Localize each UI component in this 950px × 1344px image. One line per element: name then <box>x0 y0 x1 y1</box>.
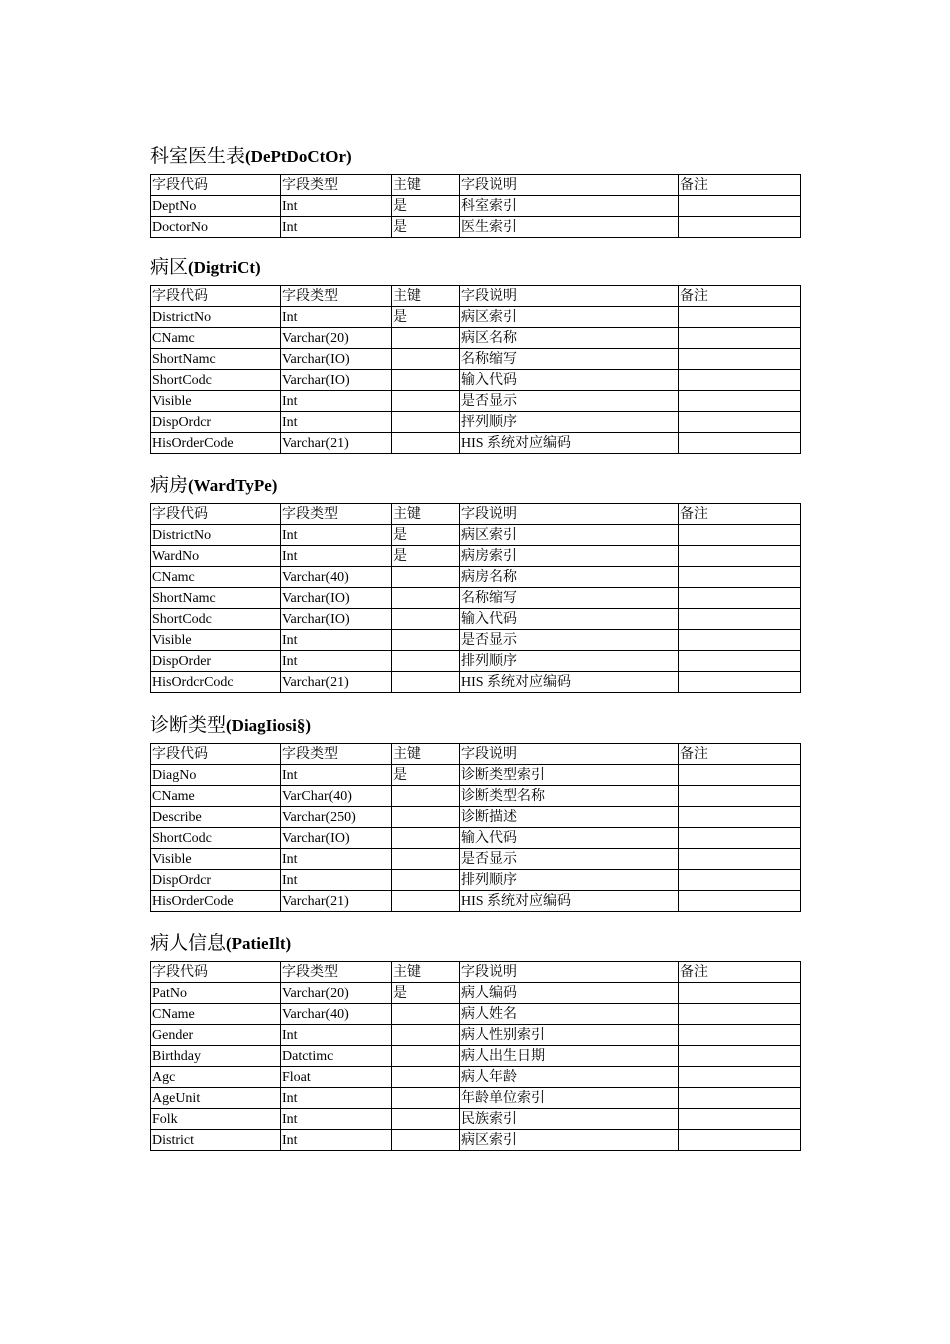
table-cell <box>392 1067 460 1088</box>
table-cell: Visible <box>151 391 281 412</box>
table-cell: District <box>151 1130 281 1151</box>
table-cell: Int <box>281 307 392 328</box>
table-title: 诊断类型(DiagIiosi§) <box>150 715 312 736</box>
table-cell: HIS 系统对应编码 <box>460 891 679 912</box>
table-cell: Int <box>281 1109 392 1130</box>
table-cell: 输入代码 <box>460 370 679 391</box>
table-cell <box>392 1046 460 1067</box>
column-header: 字段类型 <box>281 504 392 525</box>
table-cell: Int <box>281 217 392 238</box>
table-row <box>151 546 801 567</box>
column-header: 主键 <box>392 744 460 765</box>
table-cell: Int <box>281 1088 392 1109</box>
table-cell: Int <box>281 765 392 786</box>
table-cell: CNamc <box>151 328 281 349</box>
table-cell <box>392 1088 460 1109</box>
table-header-row <box>151 286 801 307</box>
table-row <box>151 1004 801 1025</box>
column-header: 字段说明 <box>460 286 679 307</box>
table-cell: 抨列顺序 <box>460 412 679 433</box>
table-cell <box>679 1109 801 1130</box>
table-cell <box>392 1130 460 1151</box>
table-cell: VarChar(40) <box>281 786 392 807</box>
column-header: 备注 <box>679 286 801 307</box>
table-row <box>151 609 801 630</box>
table-cell: Int <box>281 546 392 567</box>
table-cell: WardNo <box>151 546 281 567</box>
table-cell: 是 <box>392 307 460 328</box>
table-cell <box>392 370 460 391</box>
column-header: 字段代码 <box>151 504 281 525</box>
table-row <box>151 1025 801 1046</box>
table-cell: Varchar(40) <box>281 567 392 588</box>
table-cell: 诊断类型名称 <box>460 786 679 807</box>
table-cell: 民族索引 <box>460 1109 679 1130</box>
table-cell: ShortNamc <box>151 588 281 609</box>
table-cell: 病人编码 <box>460 983 679 1004</box>
table-cell: ShortNamc <box>151 349 281 370</box>
column-header: 字段类型 <box>281 744 392 765</box>
table-cell <box>392 1109 460 1130</box>
table-cell: HisOrdcrCodc <box>151 672 281 693</box>
table-header-row <box>151 962 801 983</box>
table-cell <box>392 891 460 912</box>
table-cell <box>392 672 460 693</box>
table-cell: 病人姓名 <box>460 1004 679 1025</box>
table-cell <box>679 328 801 349</box>
table-cell <box>392 828 460 849</box>
table-row <box>151 786 801 807</box>
table-cell <box>392 412 460 433</box>
table-cell: Varchar(IO) <box>281 370 392 391</box>
table-row <box>151 307 801 328</box>
table-cell: 是 <box>392 217 460 238</box>
table-cell: 排列顺序 <box>460 870 679 891</box>
table-cell: ShortCodc <box>151 370 281 391</box>
table-cell <box>392 651 460 672</box>
table-row <box>151 849 801 870</box>
table-row <box>151 567 801 588</box>
table-cell: Agc <box>151 1067 281 1088</box>
table-row <box>151 328 801 349</box>
table-cell <box>679 391 801 412</box>
table-cell <box>392 391 460 412</box>
table-row <box>151 807 801 828</box>
table-cell: Float <box>281 1067 392 1088</box>
table-cell: Folk <box>151 1109 281 1130</box>
table-row <box>151 412 801 433</box>
schema-table <box>150 961 801 1151</box>
table-row <box>151 1067 801 1088</box>
table-cell: 病房名称 <box>460 567 679 588</box>
column-header: 字段说明 <box>460 175 679 196</box>
table-cell: 是否显示 <box>460 849 679 870</box>
table-cell: Describe <box>151 807 281 828</box>
column-header: 备注 <box>679 175 801 196</box>
table-cell <box>679 786 801 807</box>
table-row <box>151 433 801 454</box>
table-row <box>151 983 801 1004</box>
table-cell <box>392 870 460 891</box>
table-cell <box>679 349 801 370</box>
table-title: 科室医生表(DePtDoCtOr) <box>150 146 352 167</box>
table-cell: Varchar(20) <box>281 983 392 1004</box>
table-cell <box>392 1004 460 1025</box>
table-cell <box>392 630 460 651</box>
table-row <box>151 391 801 412</box>
table-section-patient <box>150 929 800 1151</box>
table-cell: Gender <box>151 1025 281 1046</box>
table-section-ward <box>150 471 800 693</box>
table-cell <box>679 651 801 672</box>
schema-table <box>150 503 801 693</box>
table-cell <box>679 630 801 651</box>
schema-table <box>150 285 801 454</box>
table-cell: 医生索引 <box>460 217 679 238</box>
table-cell <box>392 1025 460 1046</box>
table-cell: 病区索引 <box>460 525 679 546</box>
table-cell <box>679 849 801 870</box>
table-cell: 是否显示 <box>460 630 679 651</box>
table-cell: Int <box>281 1025 392 1046</box>
table-cell: Varchar(IO) <box>281 609 392 630</box>
table-row <box>151 588 801 609</box>
table-cell <box>679 546 801 567</box>
table-cell <box>679 672 801 693</box>
table-row <box>151 891 801 912</box>
table-cell <box>392 567 460 588</box>
table-header-row <box>151 504 801 525</box>
table-section-diagnosis <box>150 711 800 912</box>
table-cell: DoctorNo <box>151 217 281 238</box>
table-cell <box>679 196 801 217</box>
table-cell <box>679 891 801 912</box>
table-row <box>151 1109 801 1130</box>
table-cell: 诊断描述 <box>460 807 679 828</box>
table-cell <box>679 1067 801 1088</box>
table-cell: AgeUnit <box>151 1088 281 1109</box>
table-cell <box>392 588 460 609</box>
table-cell <box>679 765 801 786</box>
table-cell: Varchar(40) <box>281 1004 392 1025</box>
table-row <box>151 370 801 391</box>
table-cell: HisOrderCode <box>151 433 281 454</box>
table-row <box>151 1046 801 1067</box>
table-cell <box>392 786 460 807</box>
table-row <box>151 828 801 849</box>
column-header: 字段说明 <box>460 504 679 525</box>
table-cell: Int <box>281 849 392 870</box>
table-cell: 名称缩写 <box>460 349 679 370</box>
table-cell: 病人年龄 <box>460 1067 679 1088</box>
table-cell: CNamc <box>151 567 281 588</box>
table-row <box>151 349 801 370</box>
column-header: 备注 <box>679 744 801 765</box>
table-cell <box>679 217 801 238</box>
table-cell <box>679 525 801 546</box>
table-cell: 输入代码 <box>460 828 679 849</box>
table-section-district <box>150 253 800 454</box>
column-header: 主键 <box>392 962 460 983</box>
table-cell <box>392 609 460 630</box>
table-cell: 病人出生日期 <box>460 1046 679 1067</box>
table-cell: Datctimc <box>281 1046 392 1067</box>
table-cell: 诊断类型索引 <box>460 765 679 786</box>
table-cell <box>392 807 460 828</box>
table-cell: Varchar(IO) <box>281 588 392 609</box>
table-cell: HIS 系统对应编码 <box>460 433 679 454</box>
table-cell: CName <box>151 1004 281 1025</box>
table-cell: PatNo <box>151 983 281 1004</box>
table-cell: Varchar(250) <box>281 807 392 828</box>
table-row <box>151 672 801 693</box>
table-cell: Int <box>281 412 392 433</box>
table-title: 病人信息(PatieIlt) <box>150 933 292 954</box>
table-cell <box>679 983 801 1004</box>
table-cell: Int <box>281 196 392 217</box>
table-cell: ShortCodc <box>151 609 281 630</box>
table-cell <box>679 370 801 391</box>
table-title: 病房(WardTyPe) <box>150 475 278 496</box>
table-title: 病区(DigtriCt) <box>150 257 261 278</box>
table-cell: HIS 系统对应编码 <box>460 672 679 693</box>
table-cell: 病区名称 <box>460 328 679 349</box>
table-cell <box>679 433 801 454</box>
column-header: 字段说明 <box>460 744 679 765</box>
table-row <box>151 1088 801 1109</box>
column-header: 字段代码 <box>151 175 281 196</box>
table-cell: 是 <box>392 983 460 1004</box>
table-row <box>151 196 801 217</box>
table-cell <box>679 412 801 433</box>
table-cell: 病区索引 <box>460 307 679 328</box>
table-cell: 年龄单位索引 <box>460 1088 679 1109</box>
table-cell: 输入代码 <box>460 609 679 630</box>
table-cell: DistrictNo <box>151 525 281 546</box>
table-cell: Varchar(IO) <box>281 828 392 849</box>
table-row <box>151 870 801 891</box>
column-header: 备注 <box>679 504 801 525</box>
table-cell: DeptNo <box>151 196 281 217</box>
table-row <box>151 630 801 651</box>
table-cell <box>679 807 801 828</box>
table-cell <box>392 849 460 870</box>
table-cell: 排列顺序 <box>460 651 679 672</box>
schema-table <box>150 174 801 238</box>
column-header: 备注 <box>679 962 801 983</box>
table-cell: DispOrder <box>151 651 281 672</box>
table-cell: Visible <box>151 849 281 870</box>
table-cell: Int <box>281 525 392 546</box>
table-cell <box>679 870 801 891</box>
schema-table <box>150 743 801 912</box>
table-cell: Varchar(20) <box>281 328 392 349</box>
column-header: 主键 <box>392 175 460 196</box>
table-cell: Varchar(21) <box>281 672 392 693</box>
table-cell <box>679 1025 801 1046</box>
table-row <box>151 525 801 546</box>
table-cell <box>679 1130 801 1151</box>
column-header: 字段说明 <box>460 962 679 983</box>
table-cell: 病人性别索引 <box>460 1025 679 1046</box>
table-cell: 是 <box>392 546 460 567</box>
column-header: 字段类型 <box>281 286 392 307</box>
table-section-dept-doctor <box>150 142 800 238</box>
table-cell: 是 <box>392 196 460 217</box>
table-cell: DistrictNo <box>151 307 281 328</box>
table-cell: 病区索引 <box>460 1130 679 1151</box>
table-row <box>151 1130 801 1151</box>
table-cell: Int <box>281 1130 392 1151</box>
table-cell: Varchar(IO) <box>281 349 392 370</box>
table-header-row <box>151 175 801 196</box>
table-cell <box>392 433 460 454</box>
table-cell: 是 <box>392 765 460 786</box>
table-cell: Varchar(21) <box>281 891 392 912</box>
table-cell <box>679 588 801 609</box>
column-header: 主键 <box>392 504 460 525</box>
table-cell: Int <box>281 630 392 651</box>
table-cell: HisOrderCode <box>151 891 281 912</box>
column-header: 字段代码 <box>151 744 281 765</box>
table-cell <box>679 1088 801 1109</box>
table-cell: Int <box>281 651 392 672</box>
table-cell: Int <box>281 391 392 412</box>
table-cell: DiagNo <box>151 765 281 786</box>
table-row <box>151 765 801 786</box>
table-cell: CName <box>151 786 281 807</box>
column-header: 字段代码 <box>151 286 281 307</box>
table-cell: 是 <box>392 525 460 546</box>
table-cell <box>679 567 801 588</box>
table-cell: DispOrdcr <box>151 870 281 891</box>
table-cell: 是否显示 <box>460 391 679 412</box>
column-header: 字段类型 <box>281 175 392 196</box>
column-header: 主键 <box>392 286 460 307</box>
table-cell: Visible <box>151 630 281 651</box>
table-cell: Int <box>281 870 392 891</box>
table-row <box>151 217 801 238</box>
table-cell <box>679 307 801 328</box>
column-header: 字段代码 <box>151 962 281 983</box>
table-cell: DispOrdcr <box>151 412 281 433</box>
table-cell <box>392 328 460 349</box>
table-cell: 名称缩写 <box>460 588 679 609</box>
table-cell <box>679 1004 801 1025</box>
table-cell: 病房索引 <box>460 546 679 567</box>
table-cell <box>679 1046 801 1067</box>
table-cell <box>392 349 460 370</box>
table-cell <box>679 828 801 849</box>
table-cell: Birthday <box>151 1046 281 1067</box>
table-cell: 科室索引 <box>460 196 679 217</box>
table-cell: Varchar(21) <box>281 433 392 454</box>
table-header-row <box>151 744 801 765</box>
column-header: 字段类型 <box>281 962 392 983</box>
table-row <box>151 651 801 672</box>
table-cell <box>679 609 801 630</box>
table-cell: ShortCodc <box>151 828 281 849</box>
